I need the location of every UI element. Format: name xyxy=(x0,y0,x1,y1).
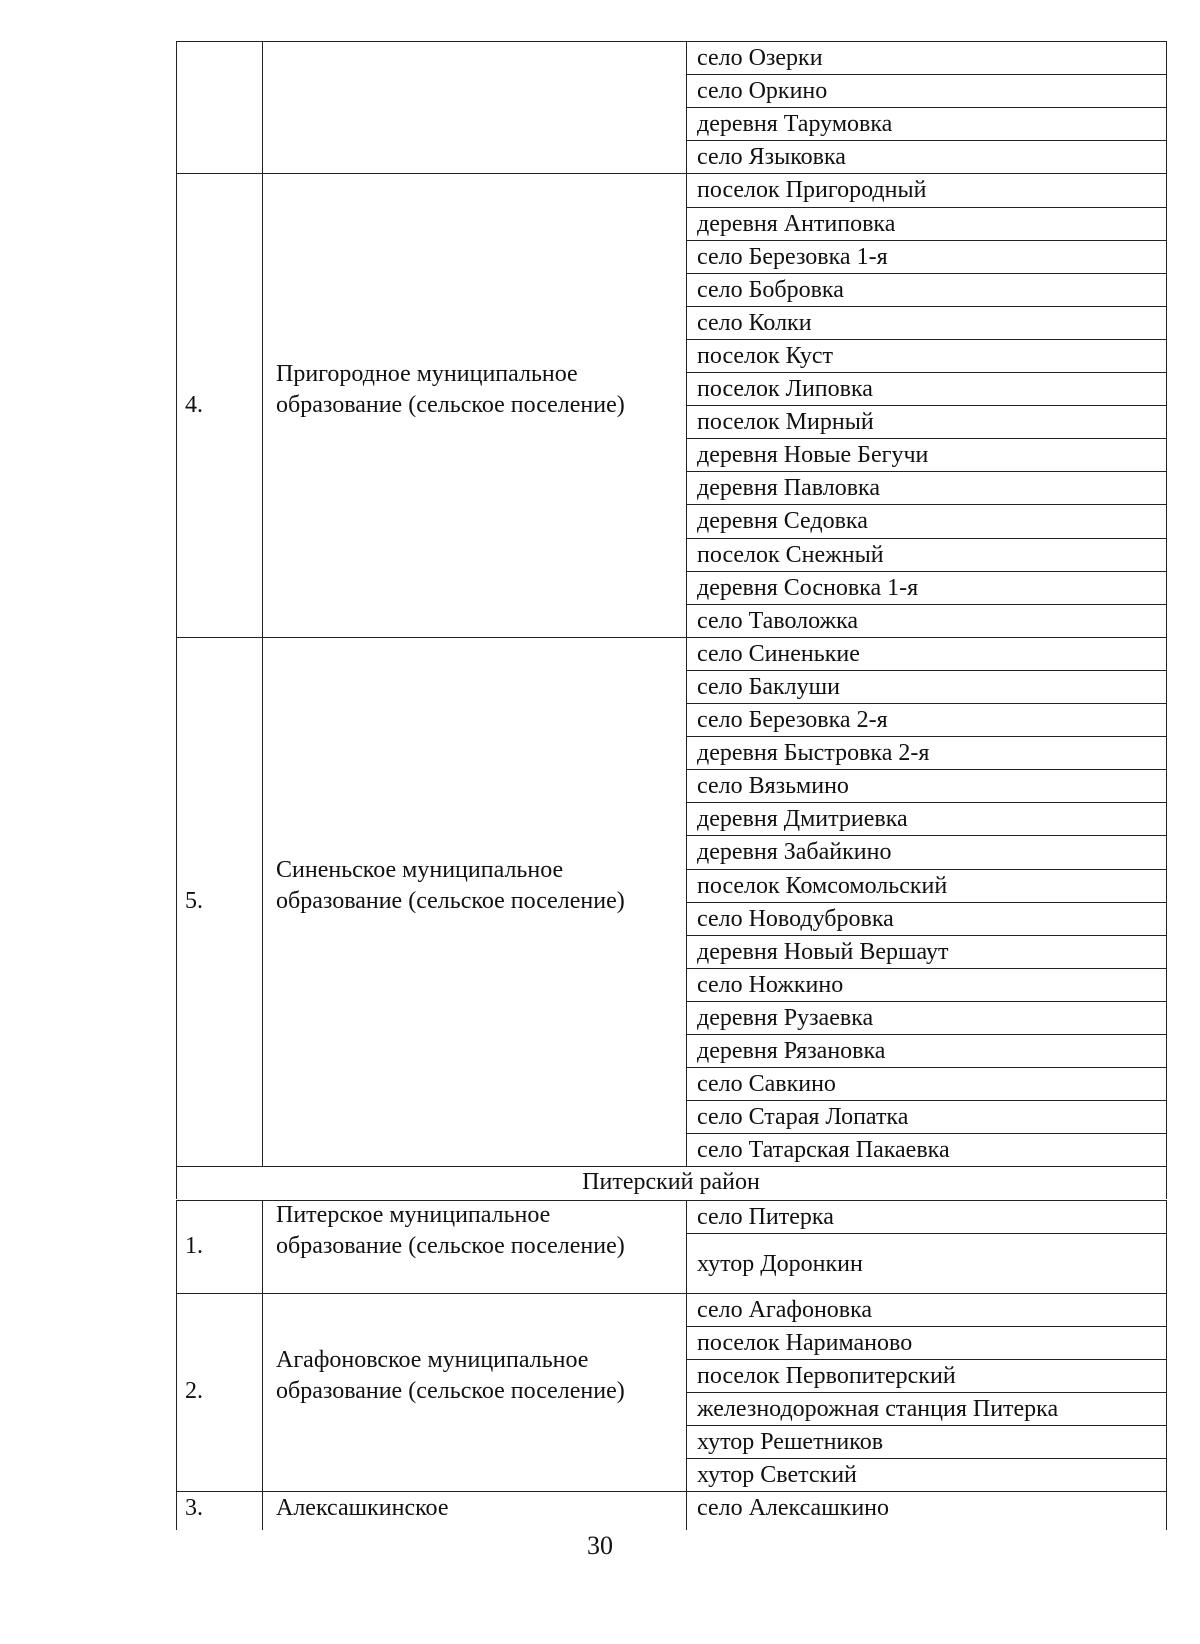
group-rule xyxy=(176,173,686,174)
settlement-cell: деревня Тарумовка xyxy=(697,111,893,138)
settlement-cell: село Синенькие xyxy=(697,640,860,667)
municipality-name: Питерское муниципальное образование (сельское поселение) xyxy=(276,1201,625,1259)
settlement-cell: поселок Нариманово xyxy=(697,1329,913,1356)
group-rule xyxy=(176,637,686,638)
table-left-border xyxy=(176,1491,177,1530)
table-left-border xyxy=(176,41,177,173)
settlement-cell: деревня Антиповка xyxy=(697,210,896,237)
settlement-cell: село Агафоновка xyxy=(697,1296,873,1323)
group-rule xyxy=(176,1491,686,1492)
row-number: 2. xyxy=(185,1378,203,1405)
table-right-border xyxy=(1166,173,1167,636)
table-left-border xyxy=(176,1166,177,1199)
settlement-cell: село Алексашкино xyxy=(697,1495,890,1522)
settlement-cell: село Ножкино xyxy=(697,971,844,998)
municipality-column-rule xyxy=(686,1293,687,1492)
settlement-cell: поселок Пригородный xyxy=(697,177,927,204)
settlement-cell: село Бобровка xyxy=(697,276,844,303)
table-left-border xyxy=(176,1200,177,1293)
number-column-rule xyxy=(262,173,263,636)
table-left-border xyxy=(176,173,177,636)
number-column-rule xyxy=(262,1293,263,1492)
municipality-column-rule xyxy=(686,1200,687,1293)
settlement-cell: деревня Быстровка 2-я xyxy=(697,740,930,767)
municipality-name: Алексашкинское xyxy=(276,1495,449,1522)
table-right-border xyxy=(1166,1166,1167,1199)
settlement-cell: село Питерка xyxy=(697,1203,834,1230)
municipality-column-rule xyxy=(686,41,687,173)
settlement-cell: хутор Решетников xyxy=(697,1429,884,1455)
table-right-border xyxy=(1166,637,1167,1167)
number-column-rule xyxy=(262,41,263,173)
row-number: 1. xyxy=(185,1232,203,1259)
settlement-cell: село Таволожка xyxy=(697,607,859,634)
municipality-name: Агафоновское муниципальное образование (сельское поселение) xyxy=(276,1347,625,1405)
settlement-cell: деревня Забайкино xyxy=(697,839,892,866)
row-number: 3. xyxy=(185,1495,203,1522)
municipality-column-rule xyxy=(686,637,687,1167)
settlement-cell: село Савкино xyxy=(697,1071,836,1098)
district-header: Питерский район xyxy=(582,1169,760,1196)
settlement-cell: железнодорожная станция Питерка xyxy=(697,1395,1059,1422)
settlement-cell: село Старая Лопатка xyxy=(697,1104,909,1131)
settlement-cell: поселок Мирный xyxy=(697,409,874,436)
settlement-cell: поселок Комсомольский xyxy=(697,872,948,899)
table-left-border xyxy=(176,1293,177,1492)
row-number: 5. xyxy=(185,888,203,915)
municipality-column-rule xyxy=(686,173,687,636)
settlement-cell: село Баклуши xyxy=(697,673,840,700)
group-rule xyxy=(176,1293,686,1294)
settlement-cell: село Березовка 2-я xyxy=(697,707,888,733)
settlement-cell: хутор Доронкин xyxy=(697,1250,863,1277)
settlement-cell: село Колки xyxy=(697,309,812,336)
municipality-name: Пригородное муниципальное образование (сельское поселение) xyxy=(276,360,625,418)
municipality-column-rule xyxy=(686,1491,687,1530)
settlement-cell: деревня Рязановка xyxy=(697,1038,886,1064)
settlement-cell: деревня Новый Вершаут xyxy=(697,938,949,965)
number-column-rule xyxy=(262,1491,263,1530)
table-right-border xyxy=(1166,1491,1167,1530)
table-right-border xyxy=(1166,41,1167,173)
settlement-cell: село Вязьмино xyxy=(697,773,849,800)
settlement-cell: поселок Первопитерский xyxy=(697,1362,956,1389)
settlement-cell: село Березовка 1-я xyxy=(697,243,888,270)
settlement-cell: село Оркино xyxy=(697,78,828,105)
settlement-cell: поселок Липовка xyxy=(697,376,873,402)
settlement-cell: село Озерки xyxy=(697,45,823,71)
settlement-cell: хутор Светский xyxy=(697,1462,857,1489)
table-left-border xyxy=(176,637,177,1167)
settlement-cell: деревня Павловка xyxy=(697,475,880,502)
row-number: 4. xyxy=(185,391,203,418)
number-column-rule xyxy=(262,637,263,1167)
settlement-cell: поселок Куст xyxy=(697,342,834,369)
settlement-cell: деревня Новые Бегучи xyxy=(697,442,929,469)
number-column-rule xyxy=(262,1200,263,1293)
settlement-cell: село Новодубровка xyxy=(697,905,894,932)
settlement-cell: село Языковка xyxy=(697,144,846,171)
table-right-border xyxy=(1166,1293,1167,1492)
settlement-cell: поселок Снежный xyxy=(697,541,884,568)
settlement-cell: село Татарская Пакаевка xyxy=(697,1137,950,1164)
settlement-cell: деревня Дмитриевка xyxy=(697,806,908,833)
settlement-cell: деревня Рузаевка xyxy=(697,1004,874,1031)
municipality-name: Синеньское муниципальное образование (сельское поселение) xyxy=(276,857,625,915)
settlement-cell: деревня Сосновка 1-я xyxy=(697,574,919,601)
page-number: 30 xyxy=(587,1531,613,1560)
table-right-border xyxy=(1166,1200,1167,1293)
settlement-cell: деревня Седовка xyxy=(697,508,868,535)
